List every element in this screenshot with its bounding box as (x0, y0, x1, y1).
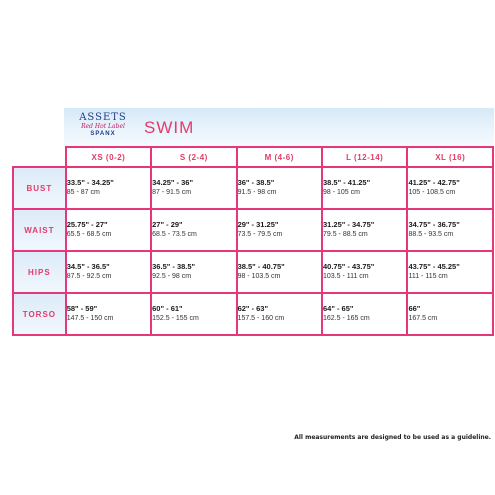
row-label-torso: TORSO (13, 293, 66, 335)
inches-value: 36.5" - 38.5" (152, 262, 196, 271)
inches-value: 60" - 61" (152, 304, 183, 313)
inches-value: 38.5" - 40.75" (237, 262, 285, 271)
inches-value: 58" - 59" (66, 304, 98, 313)
inches-value: 36" - 38.5" (237, 178, 275, 187)
inches-value: 31.25" - 34.75" (322, 220, 375, 229)
measurement-cell (237, 167, 322, 209)
measurement-cell (151, 293, 236, 335)
cm-value: 91.5 - 98 cm (237, 189, 277, 196)
cm-value: 147.5 - 150 cm (66, 315, 114, 322)
cm-value: 79.5 - 88.5 cm (322, 231, 368, 238)
measurement-cell (407, 251, 493, 293)
brand-header (64, 108, 494, 146)
cm-value: 105 - 108.5 cm (408, 189, 456, 196)
measurement-cell (237, 209, 322, 251)
inches-value: 29" - 31.25" (237, 220, 279, 229)
measurement-cell (66, 167, 151, 209)
guideline-note: All measurements are designed to be used as a guideline. (294, 434, 491, 441)
inches-value: 33.5" - 34.25" (66, 178, 114, 187)
inches-value: 34.75" - 36.75" (408, 220, 460, 229)
inches-value: 38.5" - 41.25" (322, 178, 371, 187)
measurement-cell (237, 251, 322, 293)
size-header: L (12-14) (322, 147, 407, 167)
measurement-cell (322, 293, 407, 335)
cm-value: 152.5 - 155 cm (152, 315, 199, 322)
measurement-cell (322, 209, 407, 251)
measurement-cell (66, 209, 151, 251)
size-header-row (13, 147, 493, 167)
cm-value: 87 - 91.5 cm (152, 189, 192, 196)
measurement-cell (151, 209, 236, 251)
cm-value: 167.5 cm (408, 315, 438, 322)
brand-logo (74, 112, 132, 138)
inches-value: 27" - 29" (152, 220, 183, 229)
size-header: M (4-6) (237, 147, 322, 167)
corner-cell (13, 147, 66, 167)
cm-value: 103.5 - 111 cm (322, 273, 369, 280)
inches-value: 66" (408, 304, 421, 313)
cm-value: 68.5 - 73.5 cm (152, 231, 197, 238)
inches-value: 43.75" - 45.25" (408, 262, 460, 271)
logo-spanx: SPANX (90, 131, 116, 137)
measurement-cell (66, 293, 151, 335)
inches-value: 41.25" - 42.75" (408, 178, 460, 187)
row-label-waist: WAIST (13, 209, 66, 251)
measurement-cell (407, 167, 493, 209)
inches-value: 40.75" - 43.75" (322, 262, 375, 271)
inches-value: 34.5" - 36.5" (66, 262, 110, 271)
inches-value: 25.75" - 27" (66, 220, 108, 229)
cm-value: 162.5 - 165 cm (322, 315, 370, 322)
cm-value: 85 - 87 cm (66, 189, 100, 196)
measurement-cell (322, 251, 407, 293)
inches-value: 64" - 65" (322, 304, 354, 313)
size-header: S (2-4) (151, 147, 236, 167)
row-label-bust: BUST (13, 167, 66, 209)
size-header: XL (16) (407, 147, 493, 167)
inches-value: 62" - 63" (237, 304, 269, 313)
table-row (13, 167, 493, 209)
measurement-cell (237, 293, 322, 335)
cm-value: 111 - 115 cm (408, 273, 448, 280)
cm-value: 98 - 105 cm (322, 189, 360, 196)
cm-value: 87.5 - 92.5 cm (66, 273, 112, 280)
measurement-cell (151, 251, 236, 293)
size-chart (12, 108, 494, 441)
cm-value: 88.5 - 93.5 cm (408, 231, 454, 238)
cm-value: 73.5 - 79.5 cm (237, 231, 283, 238)
size-header: XS (0-2) (66, 147, 151, 167)
cm-value: 92.5 - 98 cm (152, 273, 192, 280)
logo-red-hot-label: Red Hot Label (81, 123, 125, 130)
cm-value: 65.5 - 68.5 cm (66, 231, 112, 238)
size-table (12, 146, 494, 336)
measurement-cell (151, 167, 236, 209)
table-row (13, 209, 493, 251)
measurement-cell (322, 167, 407, 209)
measurement-cell (407, 293, 493, 335)
cm-value: 157.5 - 160 cm (237, 315, 285, 322)
cm-value: 98 - 103.5 cm (237, 273, 281, 280)
logo-assets: ASSETS (79, 112, 127, 123)
measurement-cell (407, 209, 493, 251)
measurement-cell (66, 251, 151, 293)
row-label-hips: HIPS (13, 251, 66, 293)
table-row (13, 293, 493, 335)
chart-title: SWIM (144, 118, 195, 137)
inches-value: 34.25" - 36" (152, 178, 194, 187)
table-row (13, 251, 493, 293)
